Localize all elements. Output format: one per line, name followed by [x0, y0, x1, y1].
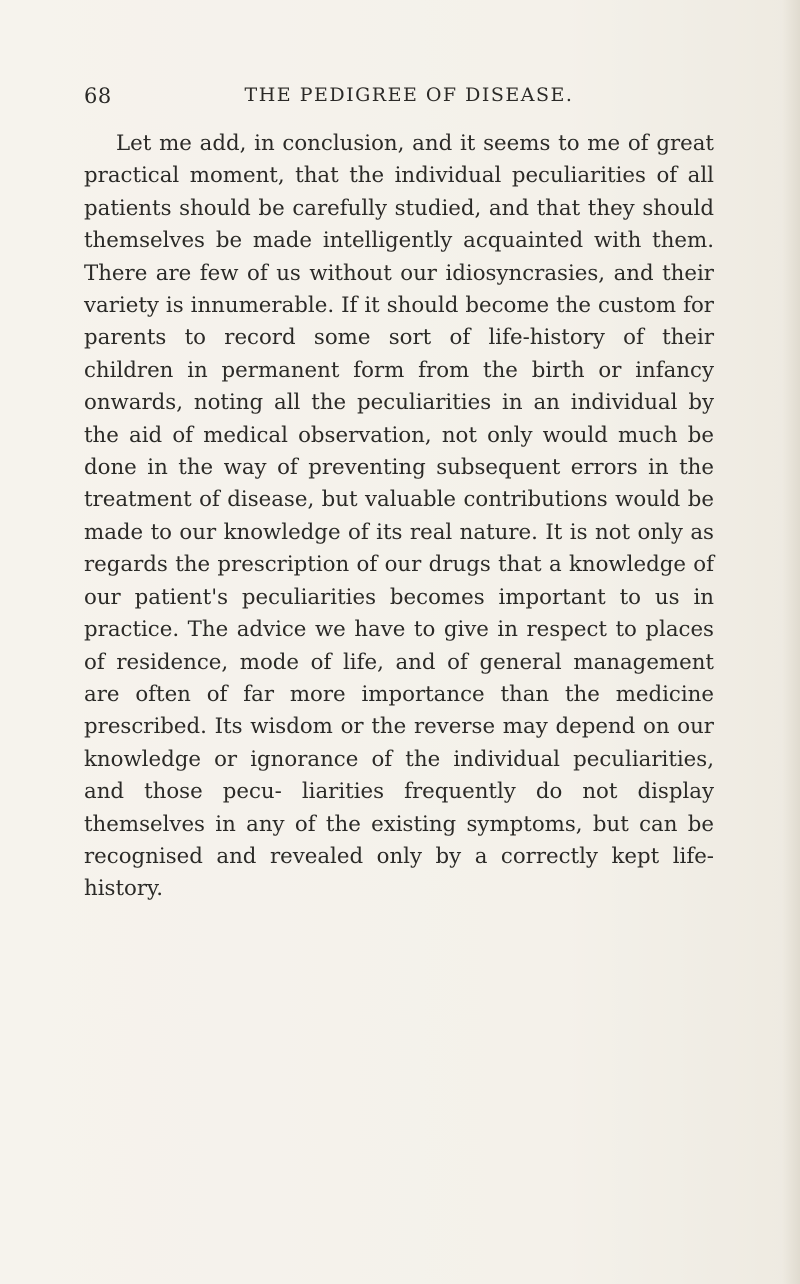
running-title: THE PEDIGREE OF DISEASE.: [244, 84, 574, 106]
body-paragraph: Let me add, in conclusion, and it seems to me of great practical moment, that the individual peculiarities of all patients should be carefully studied, and that they should themselves be made intelligently acquainted with them. There are few of us without our idiosyncrasies, and their variety is innumerable. If it should become the custom for parents to record some sort of life-history of their children in permanent form from the birth or infancy onwards, noting all the peculiarities in an individual by the aid of medical observation, not only would much be done in the way of preventing subsequent errors in the treatment of disease, but valuable contributions would be made to our knowledge of its real nature. It is not only as regards the prescription of our drugs that a knowledge of our patient's peculiarities becomes important to us in practice. The advice we have to give in respect to places of residence, mode of life, and of general management are often of far more importance than the medicine prescribed. Its wisdom or the reverse may depend on our knowledge or ignorance of the individual peculiarities, and those pecu- liarities frequently do not display themselves in any of the existing symptoms, but can be recognised and revealed only by a correctly kept life-history.: [84, 131, 714, 902]
page-edge-shadow: [782, 0, 800, 1284]
page-number: 68: [84, 84, 112, 108]
page-header: [84, 84, 714, 116]
